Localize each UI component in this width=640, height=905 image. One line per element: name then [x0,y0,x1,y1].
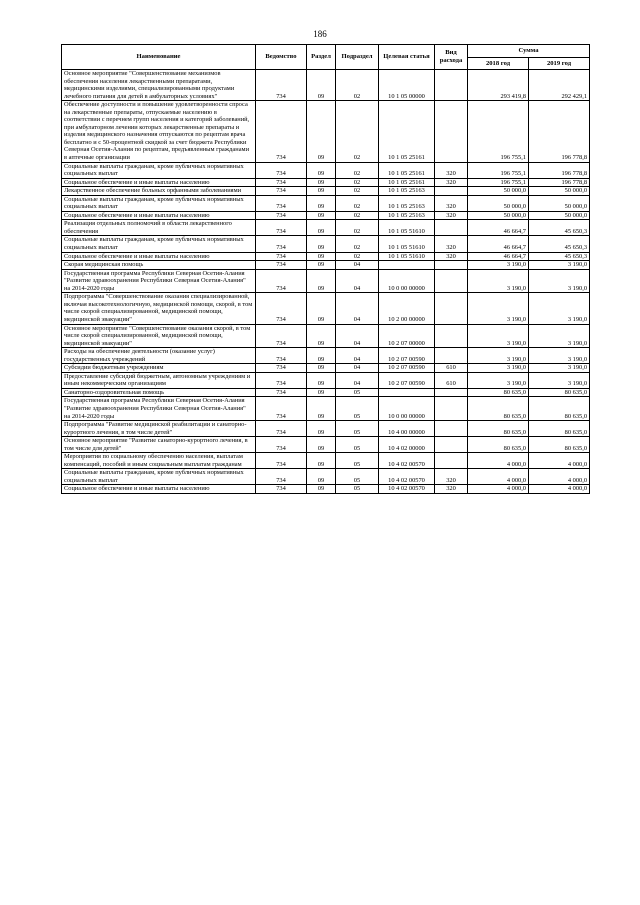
cell-sum-2018: 4 000,0 [468,469,529,485]
cell-vedomstvo: 734 [256,195,307,211]
header-cel: Целевая статья [379,45,435,70]
cell-vid-rashoda: 320 [435,195,468,211]
cell-podrazdel: 05 [336,453,379,469]
cell-celevaya-statya: 10 4 00 00000 [379,421,435,437]
cell-razdel: 09 [307,485,336,494]
header-2018: 2018 год [468,58,529,70]
cell-vedomstvo: 734 [256,324,307,348]
cell-podrazdel: 05 [336,388,379,397]
page-number: 186 [313,29,327,39]
cell-razdel: 09 [307,162,336,178]
cell-sum-2018: 3 190,0 [468,324,529,348]
table-row [62,211,590,220]
cell-sum-2019: 80 635,0 [529,397,590,421]
cell-celevaya-statya: 10 1 05 25163 [379,195,435,211]
cell-razdel: 09 [307,187,336,196]
cell-podrazdel: 02 [336,178,379,187]
table-row [62,220,590,236]
cell-vedomstvo: 734 [256,421,307,437]
cell-vedomstvo: 734 [256,261,307,270]
table-row [62,70,590,101]
table-row [62,269,590,293]
cell-vedomstvo: 734 [256,372,307,388]
cell-celevaya-statya: 10 1 05 00000 [379,70,435,101]
table-row [62,324,590,348]
table-row [62,261,590,270]
cell-razdel: 09 [307,324,336,348]
cell-celevaya-statya: 10 4 02 00570 [379,485,435,494]
cell-vid-rashoda: 320 [435,469,468,485]
cell-vedomstvo: 734 [256,364,307,373]
cell-razdel: 09 [307,211,336,220]
cell-celevaya-statya: 10 4 02 00570 [379,469,435,485]
table-row [62,236,590,252]
table-row [62,252,590,261]
cell-vedomstvo: 734 [256,178,307,187]
cell-vid-rashoda [435,101,468,162]
cell-sum-2018: 80 635,0 [468,388,529,397]
cell-sum-2019: 50 000,0 [529,195,590,211]
cell-vedomstvo: 734 [256,388,307,397]
cell-sum-2018: 46 664,7 [468,252,529,261]
cell-vedomstvo: 734 [256,162,307,178]
cell-vid-rashoda: 610 [435,372,468,388]
cell-sum-2018: 50 000,0 [468,187,529,196]
cell-name: Основное мероприятие "Совершенствование оказания скорой, в том числе скорой специализированной, медицинской помощи, медицинской эвакуации" [62,324,256,348]
table-row [62,162,590,178]
cell-vedomstvo: 734 [256,187,307,196]
cell-vedomstvo: 734 [256,348,307,364]
cell-vid-rashoda [435,348,468,364]
cell-razdel: 09 [307,178,336,187]
cell-celevaya-statya [379,388,435,397]
cell-celevaya-statya: 10 0 00 00000 [379,269,435,293]
cell-sum-2018: 4 000,0 [468,485,529,494]
cell-sum-2019: 80 635,0 [529,437,590,453]
cell-name: Расходы на обеспечение деятельности (оказание услуг) государственных учреждений [62,348,256,364]
cell-name: Обеспечение доступности и повышение удовлетворенности спроса на лекарственные препараты, отпускаемые населению в соответствии с перечнем групп населения и категорий заболеваний, при амбулаторном лечении которых лекарственные препараты и изделия медицинского назначения отпускаются по рецептам врача бесплатно и с 50-процентной скидкой за счет бюджета Республики Северная Осетия-Алания по рецептам, предъявленным гражданами в аптечные организации [62,101,256,162]
cell-podrazdel: 04 [336,293,379,324]
table-row [62,293,590,324]
cell-vedomstvo: 734 [256,485,307,494]
cell-sum-2019: 80 635,0 [529,388,590,397]
cell-celevaya-statya: 10 2 07 00000 [379,324,435,348]
cell-sum-2018: 80 635,0 [468,437,529,453]
table-row [62,101,590,162]
cell-name: Социальное обеспечение и иные выплаты населению [62,252,256,261]
cell-podrazdel: 04 [336,261,379,270]
cell-sum-2019: 4 000,0 [529,485,590,494]
cell-vid-rashoda [435,293,468,324]
cell-sum-2018: 4 000,0 [468,453,529,469]
cell-vid-rashoda: 320 [435,162,468,178]
cell-name: Основное мероприятие "Развитие санаторно-курортного лечения, в том числе для детей" [62,437,256,453]
cell-vid-rashoda: 320 [435,485,468,494]
cell-razdel: 09 [307,220,336,236]
cell-vedomstvo: 734 [256,220,307,236]
cell-razdel: 09 [307,397,336,421]
cell-sum-2018: 50 000,0 [468,211,529,220]
cell-razdel: 09 [307,348,336,364]
cell-name: Социальное обеспечение и иные выплаты населению [62,485,256,494]
cell-sum-2019: 196 778,8 [529,162,590,178]
cell-name: Основное мероприятие "Совершенствование механизмов обеспечения населения лекарственными препаратами, медицинскими изделиями, специализированными продуктами лечебного питания для детей в амбулаторных условиях" [62,70,256,101]
cell-sum-2019: 4 000,0 [529,469,590,485]
cell-sum-2019: 3 190,0 [529,269,590,293]
cell-sum-2019: 45 650,3 [529,252,590,261]
cell-podrazdel: 04 [336,324,379,348]
cell-razdel: 09 [307,437,336,453]
cell-celevaya-statya: 10 1 05 25163 [379,211,435,220]
cell-celevaya-statya: 10 2 07 00590 [379,372,435,388]
cell-sum-2019: 80 635,0 [529,421,590,437]
cell-vedomstvo: 734 [256,211,307,220]
cell-vid-rashoda: 320 [435,236,468,252]
cell-celevaya-statya: 10 2 07 00590 [379,364,435,373]
cell-razdel: 09 [307,236,336,252]
header-2019: 2019 год [529,58,590,70]
cell-razdel: 09 [307,372,336,388]
table-row [62,453,590,469]
cell-celevaya-statya: 10 2 00 00000 [379,293,435,324]
table-row [62,397,590,421]
cell-razdel: 09 [307,364,336,373]
cell-vedomstvo: 734 [256,236,307,252]
cell-vid-rashoda [435,70,468,101]
header-vid: Вид расхода [435,45,468,70]
cell-sum-2019: 3 190,0 [529,364,590,373]
cell-vid-rashoda [435,220,468,236]
cell-name: Социальное обеспечение и иные выплаты населению [62,178,256,187]
cell-vid-rashoda: 320 [435,211,468,220]
cell-vid-rashoda: 610 [435,364,468,373]
cell-podrazdel: 05 [336,397,379,421]
table-row [62,364,590,373]
cell-podrazdel: 05 [336,469,379,485]
cell-podrazdel: 02 [336,236,379,252]
cell-celevaya-statya: 10 1 05 51610 [379,236,435,252]
cell-sum-2018: 3 190,0 [468,364,529,373]
table-body [62,70,590,494]
cell-vedomstvo: 734 [256,70,307,101]
cell-razdel: 09 [307,195,336,211]
cell-celevaya-statya: 10 4 02 00570 [379,453,435,469]
cell-celevaya-statya: 10 4 02 00000 [379,437,435,453]
cell-podrazdel: 02 [336,187,379,196]
cell-vid-rashoda [435,397,468,421]
cell-sum-2018: 80 635,0 [468,397,529,421]
cell-podrazdel: 04 [336,364,379,373]
cell-sum-2019: 45 650,3 [529,220,590,236]
cell-vid-rashoda: 320 [435,178,468,187]
cell-razdel: 09 [307,421,336,437]
cell-podrazdel: 05 [336,485,379,494]
cell-sum-2018: 293 419,8 [468,70,529,101]
cell-sum-2019: 196 778,8 [529,178,590,187]
cell-name: Предоставление субсидий бюджетным, автономным учреждениям и иным некоммерческим организациям [62,372,256,388]
cell-vedomstvo: 734 [256,269,307,293]
cell-vedomstvo: 734 [256,252,307,261]
cell-sum-2018: 196 755,1 [468,162,529,178]
cell-name: Субсидии бюджетным учреждениям [62,364,256,373]
cell-sum-2019: 45 650,3 [529,236,590,252]
cell-name: Санаторно-оздоровительная помощь [62,388,256,397]
cell-vid-rashoda: 320 [435,252,468,261]
cell-sum-2018: 50 000,0 [468,195,529,211]
cell-name: Государственная программа Республики Северная Осетия-Алания "Развитие здравоохранения Республики Северная Осетия-Алания" на 2014-2020 годы [62,269,256,293]
cell-name: Социальные выплаты гражданам, кроме публичных нормативных социальных выплат [62,195,256,211]
cell-vid-rashoda [435,453,468,469]
cell-sum-2019: 3 190,0 [529,261,590,270]
cell-vid-rashoda [435,261,468,270]
cell-sum-2018: 196 755,1 [468,101,529,162]
cell-celevaya-statya: 10 1 05 51610 [379,220,435,236]
cell-podrazdel: 02 [336,195,379,211]
cell-razdel: 09 [307,469,336,485]
cell-vid-rashoda [435,437,468,453]
cell-vedomstvo: 734 [256,453,307,469]
cell-sum-2018: 46 664,7 [468,236,529,252]
cell-name: Мероприятия по социальному обеспечению населения, выплатам компенсаций, пособий и иным социальным выплатам гражданам [62,453,256,469]
cell-razdel: 09 [307,70,336,101]
cell-sum-2019: 292 429,1 [529,70,590,101]
cell-name: Социальные выплаты гражданам, кроме публичных нормативных социальных выплат [62,162,256,178]
cell-celevaya-statya: 10 0 00 00000 [379,397,435,421]
cell-vedomstvo: 734 [256,397,307,421]
table-row [62,469,590,485]
cell-vedomstvo: 734 [256,293,307,324]
cell-podrazdel: 02 [336,70,379,101]
cell-sum-2019: 3 190,0 [529,324,590,348]
cell-sum-2019: 3 190,0 [529,293,590,324]
cell-sum-2018: 3 190,0 [468,372,529,388]
cell-podrazdel: 04 [336,269,379,293]
cell-podrazdel: 02 [336,101,379,162]
cell-sum-2018: 196 755,1 [468,178,529,187]
cell-podrazdel: 04 [336,372,379,388]
cell-razdel: 09 [307,269,336,293]
cell-razdel: 09 [307,453,336,469]
cell-sum-2019: 3 190,0 [529,348,590,364]
cell-name: Скорая медицинская помощь [62,261,256,270]
cell-vedomstvo: 734 [256,469,307,485]
cell-podrazdel: 02 [336,220,379,236]
cell-podrazdel: 05 [336,421,379,437]
table-row [62,437,590,453]
cell-vedomstvo: 734 [256,437,307,453]
cell-vid-rashoda [435,388,468,397]
cell-name: Социальное обеспечение и иные выплаты населению [62,211,256,220]
table-row [62,372,590,388]
header-name: Наименование [62,45,256,70]
cell-podrazdel: 02 [336,252,379,261]
cell-celevaya-statya: 10 1 05 25161 [379,178,435,187]
cell-name: Лекарственное обеспечение больных орфанными заболеваниями [62,187,256,196]
table-header [62,45,590,70]
cell-celevaya-statya: 10 1 05 25161 [379,162,435,178]
cell-podrazdel: 04 [336,348,379,364]
cell-vid-rashoda [435,269,468,293]
header-podrazdel: Подраздел [336,45,379,70]
cell-sum-2019: 4 000,0 [529,453,590,469]
header-ved: Ведомство [256,45,307,70]
cell-razdel: 09 [307,101,336,162]
cell-sum-2019: 50 000,0 [529,211,590,220]
cell-sum-2018: 3 190,0 [468,293,529,324]
cell-razdel: 09 [307,252,336,261]
cell-podrazdel: 05 [336,437,379,453]
cell-name: Социальные выплаты гражданам, кроме публичных нормативных социальных выплат [62,236,256,252]
cell-sum-2018: 3 190,0 [468,269,529,293]
table-row [62,388,590,397]
cell-celevaya-statya [379,261,435,270]
cell-sum-2018: 3 190,0 [468,261,529,270]
cell-sum-2019: 3 190,0 [529,372,590,388]
header-sum: Сумма [468,45,590,58]
cell-name: Государственная программа Республики Северная Осетия-Алания "Развитие здравоохранения Республики Северная Осетия-Алания" на 2014-2020 годы [62,397,256,421]
cell-vid-rashoda [435,421,468,437]
cell-vid-rashoda [435,187,468,196]
cell-vedomstvo: 734 [256,101,307,162]
cell-name: Социальные выплаты гражданам, кроме публичных нормативных социальных выплат [62,469,256,485]
cell-vid-rashoda [435,324,468,348]
table-row [62,178,590,187]
cell-name: Подпрограмма "Развитие медицинской реабилитации и санаторно-курортного лечения, в том числе детей" [62,421,256,437]
table-row [62,485,590,494]
cell-razdel: 09 [307,261,336,270]
budget-table [61,44,590,494]
table-row [62,187,590,196]
cell-sum-2018: 3 190,0 [468,348,529,364]
cell-razdel: 09 [307,293,336,324]
header-razdel: Раздел [307,45,336,70]
table-row [62,421,590,437]
cell-celevaya-statya: 10 1 05 51610 [379,252,435,261]
table-row [62,195,590,211]
cell-name: Подпрограмма "Совершенствование оказания специализированной, включая высокотехнологичную, медицинской помощи, скорой, в том числе скорой специализированной, медицинской помощи, медицинской эвакуации" [62,293,256,324]
table-row [62,348,590,364]
cell-podrazdel: 02 [336,211,379,220]
cell-sum-2019: 196 778,8 [529,101,590,162]
cell-podrazdel: 02 [336,162,379,178]
cell-sum-2018: 80 635,0 [468,421,529,437]
cell-celevaya-statya: 10 2 07 00590 [379,348,435,364]
cell-sum-2018: 46 664,7 [468,220,529,236]
cell-celevaya-statya: 10 1 05 25163 [379,187,435,196]
cell-razdel: 09 [307,388,336,397]
cell-celevaya-statya: 10 1 05 25161 [379,101,435,162]
cell-name: Реализация отдельных полномочий в области лекарственного обеспечения [62,220,256,236]
cell-sum-2019: 50 000,0 [529,187,590,196]
